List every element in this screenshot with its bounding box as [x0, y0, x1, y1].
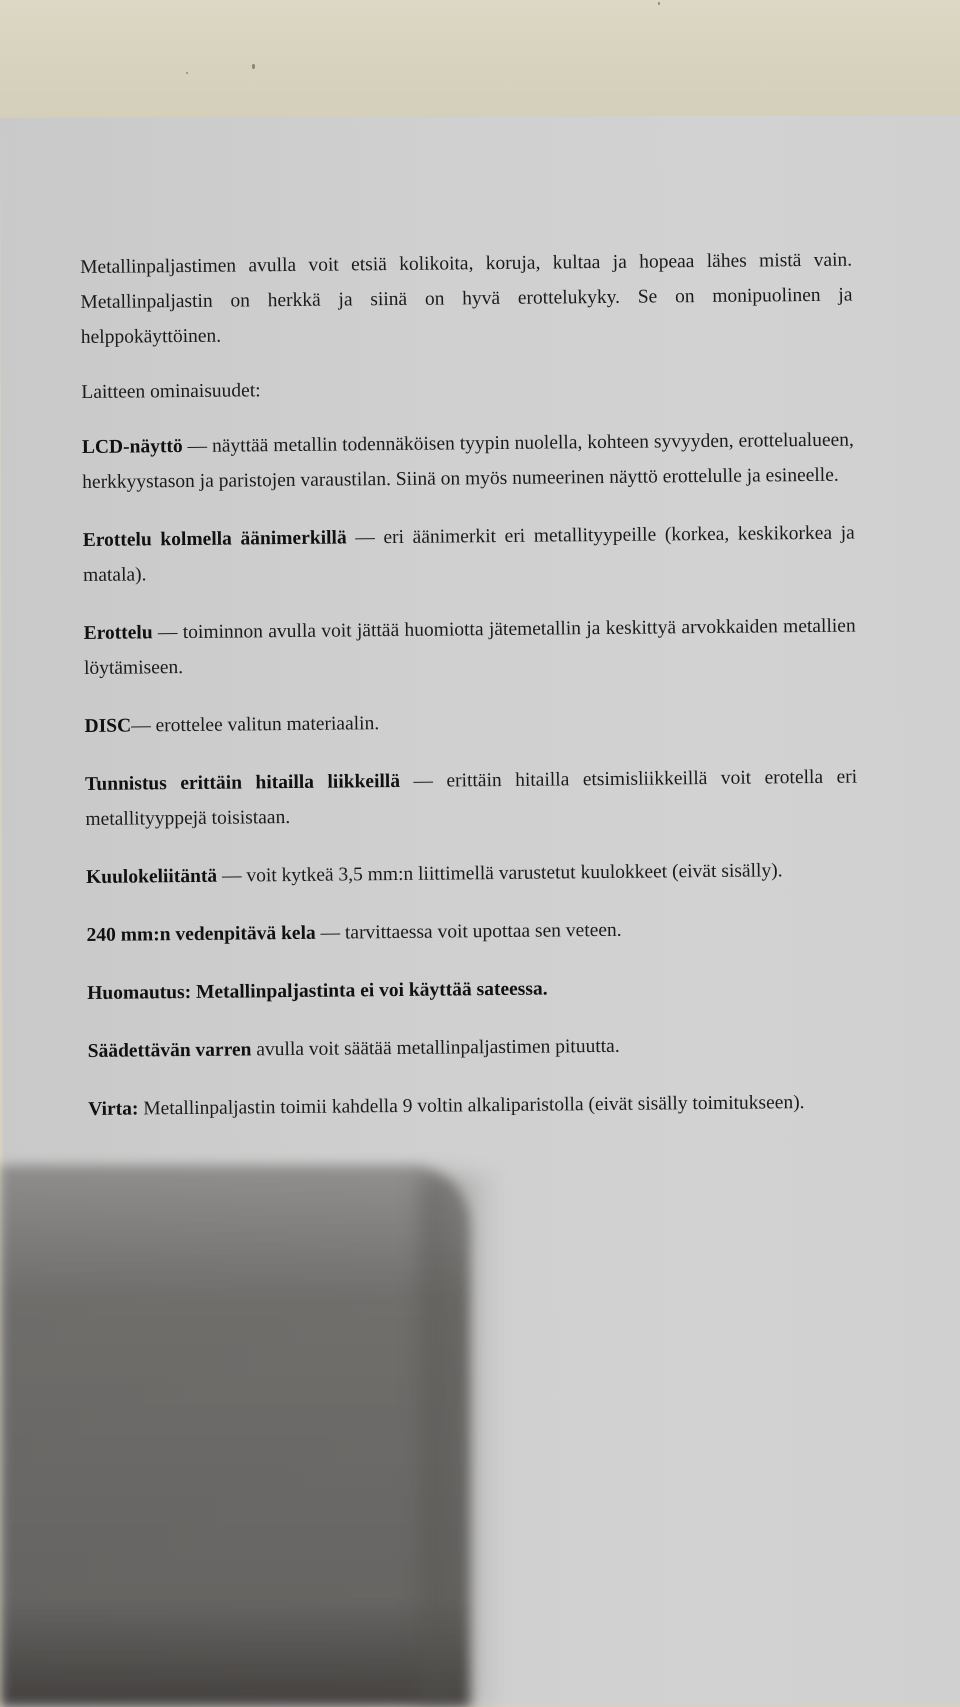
feature-lcd-display — [82, 423, 855, 500]
feature-separator: — — [182, 435, 213, 458]
feature-term: Erottelu — [83, 622, 153, 644]
feature-separator: — — [346, 527, 384, 549]
feature-separator: — — [399, 770, 447, 792]
background-wall — [0, 0, 960, 122]
feature-term: LCD-näyttö — [81, 436, 183, 458]
wall-speck — [658, 2, 660, 5]
feature-term: Tunnistus erittäin hitailla liikkeillä — [85, 770, 401, 795]
feature-term: Kuulokeliitäntä — [85, 865, 218, 888]
feature-disc — [84, 702, 856, 744]
feature-adjustable-shaft — [88, 1027, 860, 1069]
feature-discrimination — [84, 609, 857, 686]
feature-text: erottelee valitun materiaalin. — [155, 713, 380, 737]
feature-text: eri äänimerkit eri metallityypeille (korkea, keskikorkea ja matala). — [83, 522, 855, 586]
wall-speck — [186, 72, 188, 74]
document-body — [80, 243, 861, 1150]
feature-text: voit kytkeä 3,5 mm:n liittimellä varustetut kuulokkeet (eivät sisälly). — [246, 860, 783, 887]
feature-separator: — — [152, 622, 183, 644]
feature-text: näyttää metallin todennäköisen tyypin nuolella, kohteen syvyyden, erottelualueen, herkkyystason ja paristojen varaustilan. Siinä on myös numeerinen näyttö erottelulle ja esineelle. — [82, 429, 854, 493]
feature-text: avulla voit säätää metallinpaljastimen pituutta. — [251, 1035, 620, 1061]
feature-text: Metallinpaljastin toimii kahdella 9 voltin alkaliparistolla (eivät sisälly toimitukseen). — [138, 1092, 805, 1120]
feature-three-tone-discrimination — [83, 516, 856, 593]
feature-headphone-jack — [86, 853, 858, 895]
feature-slow-motion-detection — [85, 760, 858, 837]
wall-speck — [252, 64, 255, 69]
feature-waterproof-coil — [86, 911, 858, 953]
hand-shadow-edge — [420, 1175, 500, 1707]
feature-term: Erottelu kolmella äänimerkillä — [82, 527, 347, 551]
feature-term: Virta: — [88, 1098, 139, 1120]
feature-separator: — — [131, 715, 156, 737]
rain-warning-note: Huomautus: Metallinpaljastinta ei voi käyttää sateessa. — [87, 978, 548, 1004]
intro-paragraph: Metallinpaljastimen avulla voit etsiä kolikoita, koruja, kultaa ja hopeaa lähes mistä vain. Metallinpaljastin on herkkä ja siinä on hyvä erottelukyky. Se on monipuolinen ja helppokäyttöinen. — [80, 249, 853, 348]
feature-separator: — — [217, 865, 247, 887]
feature-term: 240 mm:n vedenpitävä kela — [86, 922, 316, 946]
feature-term: DISC — [84, 715, 132, 737]
feature-power — [88, 1085, 860, 1127]
feature-text: tarvittaessa voit upottaa sen veteen. — [344, 919, 622, 944]
feature-text: toiminnon avulla voit jättää huomiotta jätemetallin ja keskittyä arvokkaiden metallien löytämiseen. — [83, 615, 856, 679]
hand-shadow — [0, 1165, 470, 1707]
feature-separator: — — [315, 922, 346, 944]
feature-text: erittäin hitailla etsimisliikkeillä voit erotella eri metallityyppejä toisistaan. — [85, 766, 858, 830]
feature-term: Säädettävän varren — [87, 1039, 252, 1062]
features-heading: Laitteen ominaisuudet: — [81, 380, 261, 403]
